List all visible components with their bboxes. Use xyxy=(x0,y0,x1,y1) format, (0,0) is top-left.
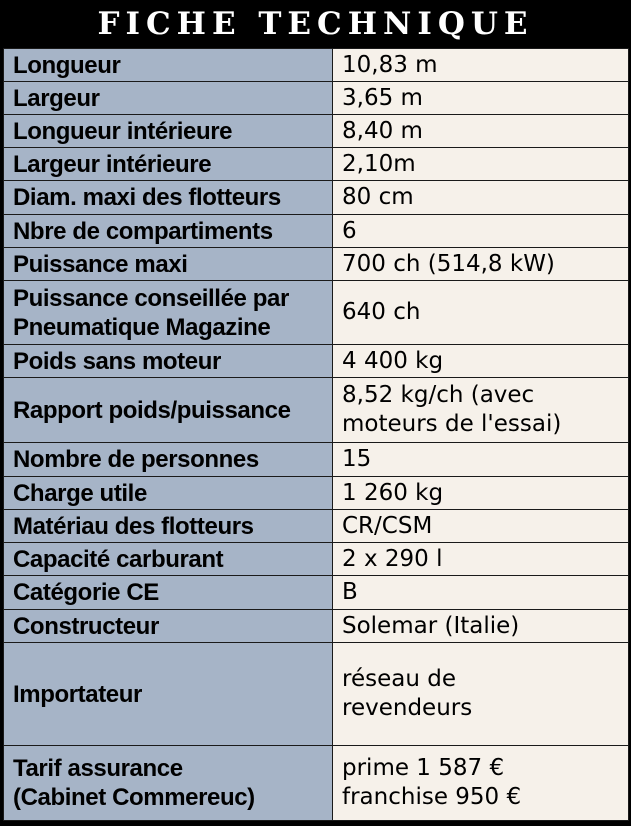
spec-value-line: CR/CSM xyxy=(342,512,433,539)
table-row xyxy=(4,746,629,821)
spec-value-line: 6 xyxy=(342,217,357,244)
spec-label-line: Matériau des flotteurs xyxy=(13,512,254,540)
spec-value xyxy=(333,510,629,543)
spec-value xyxy=(333,82,629,115)
spec-label-line: Largeur intérieure xyxy=(13,150,212,178)
spec-label-line: Nbre de compartiments xyxy=(13,217,273,245)
spec-label-line: Puissance conseillée par xyxy=(13,284,289,312)
spec-value xyxy=(333,345,629,378)
spec-value-line: réseau de xyxy=(342,666,456,692)
spec-value xyxy=(333,115,629,148)
table-row xyxy=(4,281,629,345)
spec-value xyxy=(333,477,629,510)
spec-value-line: 2 x 290 l xyxy=(342,545,443,572)
spec-label xyxy=(4,215,333,248)
spec-value-line: 15 xyxy=(342,446,372,472)
spec-label-line: Puissance maxi xyxy=(13,250,188,278)
spec-value xyxy=(333,215,629,248)
spec-label-line: Charge utile xyxy=(13,479,147,507)
spec-value xyxy=(333,181,629,215)
spec-label xyxy=(4,443,333,477)
spec-label-line: Longueur xyxy=(13,51,121,79)
spec-value-line: 700 ch (514,8 kW) xyxy=(342,250,555,277)
spec-value-line: 80 cm xyxy=(342,184,414,210)
spec-label xyxy=(4,643,333,746)
spec-label xyxy=(4,345,333,378)
spec-value xyxy=(333,248,629,281)
spec-value xyxy=(333,378,629,443)
spec-label xyxy=(4,543,333,576)
spec-value-line: 2,10m xyxy=(342,150,416,177)
spec-value xyxy=(333,281,629,345)
spec-value xyxy=(333,610,629,643)
spec-label xyxy=(4,477,333,510)
spec-label-line: Nombre de personnes xyxy=(13,446,259,473)
spec-label-line: Catégorie CE xyxy=(13,579,159,606)
spec-label xyxy=(4,248,333,281)
spec-table xyxy=(3,48,629,821)
table-row xyxy=(4,643,629,746)
table-row xyxy=(4,443,629,477)
table-row xyxy=(4,477,629,510)
spec-value-line: 8,40 m xyxy=(342,117,423,144)
table-row xyxy=(4,378,629,443)
spec-label-line: Capacité carburant xyxy=(13,545,224,573)
spec-label-line: Pneumatique Magazine xyxy=(13,313,271,341)
spec-label xyxy=(4,181,333,215)
spec-value-line: prime 1 587 € xyxy=(342,755,505,781)
spec-value xyxy=(333,576,629,610)
spec-value-line: 10,83 m xyxy=(342,51,438,78)
spec-label xyxy=(4,576,333,610)
spec-label-line: Rapport poids/puissance xyxy=(13,396,291,424)
spec-label-line: Largeur xyxy=(13,84,100,112)
spec-value xyxy=(333,746,629,821)
spec-label xyxy=(4,281,333,345)
spec-value xyxy=(333,543,629,576)
spec-value xyxy=(333,643,629,746)
table-row xyxy=(4,345,629,378)
spec-label xyxy=(4,378,333,443)
spec-value xyxy=(333,443,629,477)
table-row xyxy=(4,543,629,576)
table-row xyxy=(4,82,629,115)
spec-value-line: moteurs de l'essai) xyxy=(342,411,562,437)
spec-value-line: 4 400 kg xyxy=(342,347,444,374)
spec-label-line: Longueur intérieure xyxy=(13,117,233,145)
spec-label xyxy=(4,115,333,148)
spec-label xyxy=(4,148,333,181)
spec-label-line: Importateur xyxy=(13,680,142,708)
spec-value-line: franchise 950 € xyxy=(342,784,522,810)
table-row xyxy=(4,610,629,643)
spec-label xyxy=(4,610,333,643)
sheet-title: FICHE TECHNIQUE xyxy=(0,0,631,48)
spec-label-line: Poids sans moteur xyxy=(13,347,221,375)
table-row xyxy=(4,181,629,215)
table-row xyxy=(4,510,629,543)
spec-label-line: Constructeur xyxy=(13,612,159,640)
spec-value-line: Solemar (Italie) xyxy=(342,612,520,639)
spec-table-body xyxy=(4,49,629,821)
spec-value-line: revendeurs xyxy=(342,695,473,721)
spec-label xyxy=(4,510,333,543)
table-row xyxy=(4,248,629,281)
spec-label xyxy=(4,746,333,821)
spec-label-line: Tarif assurance xyxy=(13,755,183,782)
spec-value-line: 1 260 kg xyxy=(342,479,444,506)
table-row xyxy=(4,115,629,148)
spec-label xyxy=(4,82,333,115)
spec-label-line: (Cabinet Commereuc) xyxy=(13,784,255,811)
table-row xyxy=(4,215,629,248)
spec-label xyxy=(4,49,333,82)
spec-value-line: 640 ch xyxy=(342,299,421,325)
spec-value xyxy=(333,49,629,82)
spec-value-line: 8,52 kg/ch (avec xyxy=(342,382,535,408)
table-row xyxy=(4,148,629,181)
spec-value-line: B xyxy=(342,579,358,605)
table-row xyxy=(4,576,629,610)
spec-value xyxy=(333,148,629,181)
spec-label-line: Diam. maxi des flotteurs xyxy=(13,184,281,211)
table-row xyxy=(4,49,629,82)
spec-value-line: 3,65 m xyxy=(342,84,423,111)
